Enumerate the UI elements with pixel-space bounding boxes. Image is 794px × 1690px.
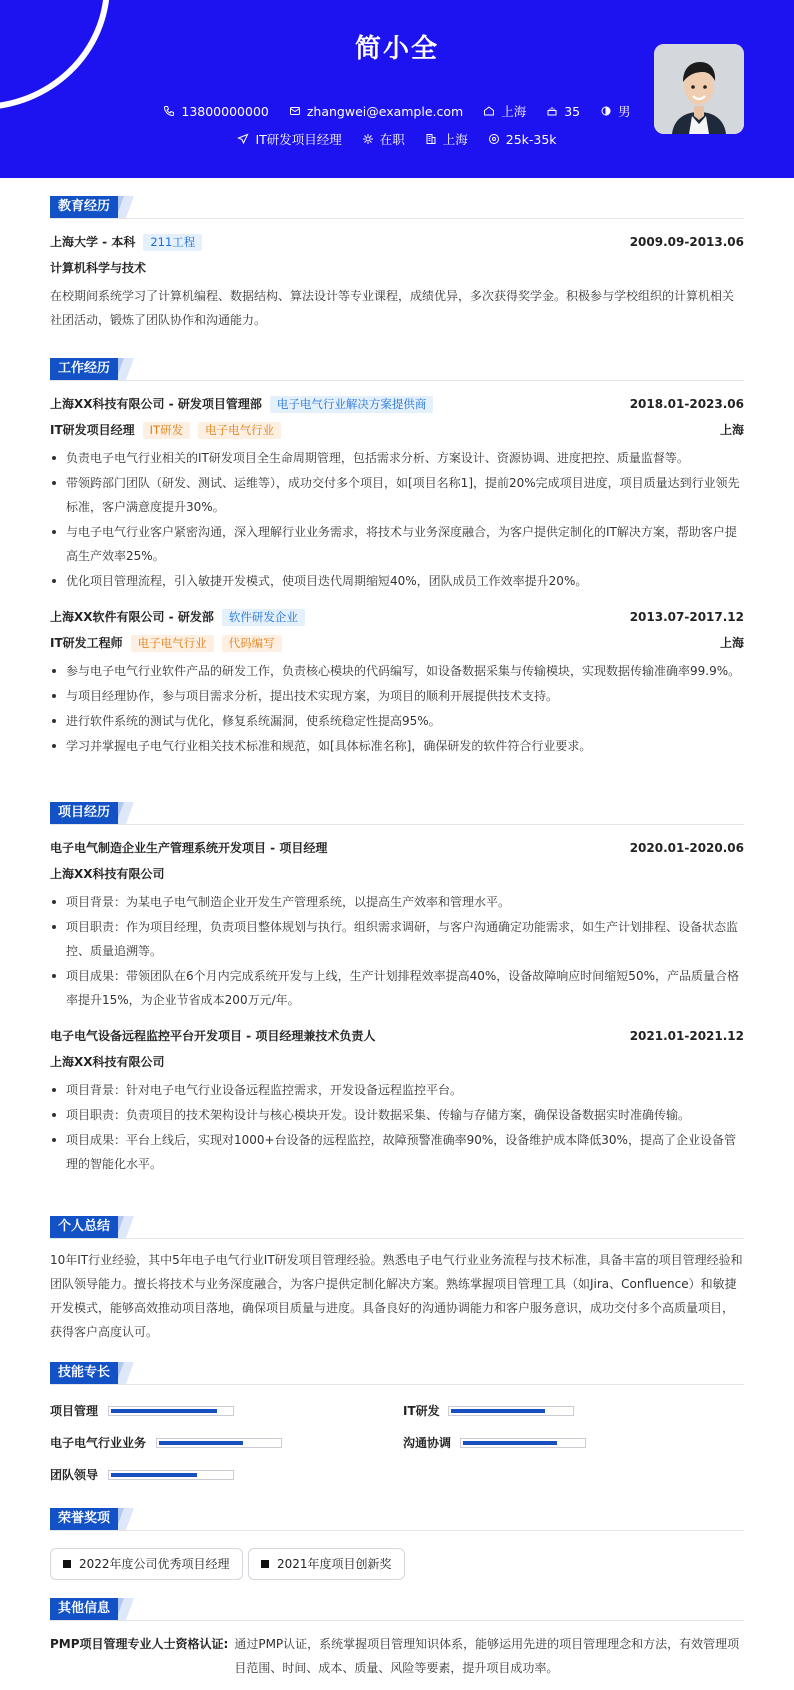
list-item: 项目职责：负责项目的技术架构设计与核心模块开发。设计数据采集、传输与存储方案，确保设备数据实时准确传输。 [50, 1103, 744, 1127]
list-item: 参与电子电气行业软件产品的研发工作，负责核心模块的代码编写，如设备数据采集与传输模块，实现数据传输准确率99.9%。 [50, 659, 744, 683]
age-text: 35 [564, 103, 581, 119]
section-label: 工作经历 [50, 358, 118, 380]
gear-icon [362, 133, 374, 145]
job-location: 上海 [719, 636, 744, 650]
job-entry [50, 607, 744, 758]
list-item: 优化项目管理流程，引入敏捷开发模式，使项目迭代周期缩短40%，团队成员工作效率提升20%。 [50, 569, 744, 593]
list-item: 项目背景：针对电子电气行业设备远程监控需求，开发设备远程监控平台。 [50, 1078, 744, 1102]
project-header-row [50, 838, 744, 858]
award-item [50, 1548, 243, 1580]
list-item: 与项目经理协作，参与项目需求分析，提出技术实现方案，为项目的顺利开展提供技术支持。 [50, 684, 744, 708]
job-role: IT研发项目经理 [50, 423, 135, 437]
project-header-row [50, 1026, 744, 1046]
avatar [654, 44, 744, 134]
section-label: 项目经历 [50, 802, 118, 824]
project-entry [50, 838, 744, 1012]
list-item: 学习并掌握电子电气行业相关技术标准和规范，如[具体标准名称]，确保研发的软件符合行业要求。 [50, 734, 744, 758]
list-item: 负责电子电气行业相关的IT研发项目全生命周期管理，包括需求分析、方案设计、资源协调、进度把控、质量监督等。 [50, 446, 744, 470]
job-role-row [50, 420, 744, 440]
project-company: 上海XX科技有限公司 [50, 1055, 165, 1069]
job-role-row [50, 633, 744, 653]
project-date: 2020.01-2020.06 [629, 841, 744, 855]
other-entry [50, 1632, 744, 1680]
candidate-name: 简小全 [354, 34, 439, 64]
job-tag: 代码编写 [222, 635, 282, 652]
job-target-text: IT研发项目经理 [255, 132, 342, 147]
hometown-text: 上海 [501, 104, 527, 119]
job-entry [50, 394, 744, 593]
job-header-row [50, 607, 744, 627]
list-item: 项目职责：作为项目经理，负责项目整体规划与执行。组织需求调研，与客户沟通确定功能需求，如生产计划排程、设备状态监控、质量追溯等。 [50, 915, 744, 963]
section-label: 荣誉奖项 [50, 1508, 118, 1530]
awards-section-title [50, 1508, 744, 1532]
skill-name: 团队领导 [50, 1468, 99, 1482]
coin-icon [488, 133, 500, 145]
status-info [362, 130, 405, 148]
other-section [50, 1598, 744, 1680]
skill-name: 项目管理 [50, 1404, 99, 1418]
list-item: 与电子电气行业客户紧密沟通，深入理解行业业务需求，将技术与业务深度融合，为客户提供定制化的IT解决方案，帮助客户提高生产效率25%。 [50, 520, 744, 568]
job-date: 2018.01-2023.06 [629, 397, 744, 411]
company-name: 上海XX科技有限公司 - 研发项目管理部 [50, 397, 262, 411]
job-header-row [50, 394, 744, 414]
list-item: 项目成果：平台上线后，实现对1000+台设备的远程监控，故障预警准确率90%，设备维护成本降低30%，提高了企业设备管理的智能化水平。 [50, 1128, 744, 1176]
projects-section-title [50, 802, 744, 826]
education-section-title [50, 196, 744, 220]
skill-name: IT研发 [403, 1404, 440, 1418]
project-name: 电子电气制造企业生产管理系统开发项目 - 项目经理 [50, 841, 328, 855]
summary-text: 10年IT行业经验，其中5年电子电气行业IT研发项目管理经验。熟悉电子电气行业业务流程与技术标准，具备丰富的项目管理经验和团队领导能力。擅长将技术与业务深度融合，为客户提供定制化解决方案。熟练掌握项目管理工具（如Jira、Confluence）和敏捷开发模式，能够高效推动项目落地，确保项目质量与进度。具备良好的沟通协调能力和客户服务意识，成功交付多个高质量项目，获得客户高度认可。 [50, 1253, 743, 1339]
list-item: 带领跨部门团队（研发、测试、运维等），成功交付多个项目，如[项目名称1]，提前20%完成项目进度，项目质量达到行业领先标准，客户满意度提升30%。 [50, 471, 744, 519]
skill-bar-fill [111, 1409, 217, 1413]
job-date: 2013.07-2017.12 [629, 610, 744, 624]
job-tag: 电子电气行业 [198, 422, 281, 439]
email-info [289, 104, 463, 119]
job-tag: 电子电气行业 [131, 635, 214, 652]
skill-bar-fill [451, 1409, 545, 1413]
skill-bar-fill [159, 1441, 243, 1445]
gender-info [600, 102, 631, 120]
education-date: 2009.09-2013.06 [629, 235, 744, 249]
building-icon [425, 133, 437, 145]
status-text: 在职 [379, 132, 405, 147]
job-bullets [50, 659, 744, 758]
section-label: 个人总结 [50, 1216, 118, 1238]
project-bullets [50, 1078, 744, 1176]
company-tag: 电子电气行业解决方案提供商 [270, 396, 434, 413]
project-bullets [50, 890, 744, 1012]
skills-section [50, 1362, 744, 1492]
hometown-info [483, 102, 526, 120]
section-label: 技能专长 [50, 1362, 118, 1384]
skill-name: 沟通协调 [403, 1436, 452, 1450]
skill-bar [108, 1470, 234, 1480]
list-item: 项目成果：带领团队在6个月内完成系统开发与上线，生产计划排程效率提高40%，设备故障响应时间缩短50%，产品质量合格率提升15%，为企业节省成本200万元/年。 [50, 964, 744, 1012]
other-section-title [50, 1598, 744, 1622]
job-role: IT研发工程师 [50, 636, 123, 650]
skill-name: 电子电气行业业务 [50, 1436, 147, 1450]
other-label: PMP项目管理专业人士资格认证: [50, 1637, 229, 1651]
education-description: 在校期间系统学习了计算机编程、数据结构、算法设计等专业课程，成绩优异，多次获得奖学金。积极参与学校组织的计算机相关社团活动，锻炼了团队协作和沟通能力。 [50, 289, 735, 327]
project-name: 电子电气设备远程监控平台开发项目 - 项目经理兼技术负责人 [50, 1029, 376, 1043]
education-header-row [50, 232, 744, 252]
school-tag: 211工程 [143, 234, 202, 251]
major-name: 计算机科学与技术 [50, 261, 147, 275]
education-section [50, 196, 744, 332]
gender-text: 男 [618, 104, 631, 119]
phone-info [163, 104, 268, 119]
square-bullet-icon [261, 1560, 269, 1568]
phone-icon [163, 105, 175, 117]
project-company-row [50, 864, 744, 884]
project-company-row [50, 1052, 744, 1072]
cake-icon [546, 105, 558, 117]
gender-icon [600, 105, 612, 117]
award-text: 2022年度公司优秀项目经理 [79, 1557, 230, 1571]
salary-info [488, 132, 557, 147]
skill-bar [156, 1438, 282, 1448]
school-name: 上海大学 - 本科 [50, 235, 136, 249]
skills-section-title [50, 1362, 744, 1386]
phone-text: 13800000000 [181, 103, 269, 119]
awards-section [50, 1508, 744, 1588]
home-icon [483, 105, 495, 117]
project-company: 上海XX科技有限公司 [50, 867, 165, 881]
job-bullets [50, 446, 744, 593]
mail-icon [289, 105, 301, 117]
city-text: 上海 [442, 132, 468, 147]
square-bullet-icon [63, 1560, 71, 1568]
email-text: zhangwei@example.com [306, 103, 464, 119]
section-label: 其他信息 [50, 1598, 118, 1620]
skill-bar [460, 1438, 586, 1448]
award-text: 2021年度项目创新奖 [277, 1557, 392, 1571]
major-row [50, 258, 744, 278]
list-item: 项目背景：为某电子电气制造企业开发生产管理系统，以提高生产效率和管理水平。 [50, 890, 744, 914]
list-item: 进行软件系统的测试与优化，修复系统漏洞，使系统稳定性提高95%。 [50, 709, 744, 733]
summary-section-title [50, 1216, 744, 1240]
skill-bar [108, 1406, 234, 1416]
job-location: 上海 [719, 423, 744, 437]
send-icon [237, 133, 249, 145]
work-section [50, 358, 744, 759]
section-label: 教育经历 [50, 196, 118, 218]
age-info [546, 104, 580, 119]
job-target-info [237, 130, 341, 148]
salary-text: 25k-35k [505, 131, 557, 147]
city-info [425, 130, 468, 148]
work-section-title [50, 358, 744, 382]
skill-bar-fill [463, 1441, 557, 1445]
award-item [248, 1548, 405, 1580]
project-date: 2021.01-2021.12 [629, 1029, 744, 1043]
skill-bar [448, 1406, 574, 1416]
skill-bar-fill [111, 1473, 197, 1477]
resume-header [0, 0, 794, 178]
job-tag: IT研发 [143, 422, 190, 439]
other-text: 通过PMP认证，系统掌握项目管理知识体系，能够运用先进的项目管理理念和方法，有效管理项目范围、时间、成本、质量、风险等要素，提升项目成功率。 [234, 1637, 740, 1675]
company-name: 上海XX软件有限公司 - 研发部 [50, 610, 214, 624]
company-tag: 软件研发企业 [222, 609, 305, 626]
summary-section [50, 1216, 744, 1344]
project-entry [50, 1026, 744, 1176]
projects-section [50, 802, 744, 1177]
